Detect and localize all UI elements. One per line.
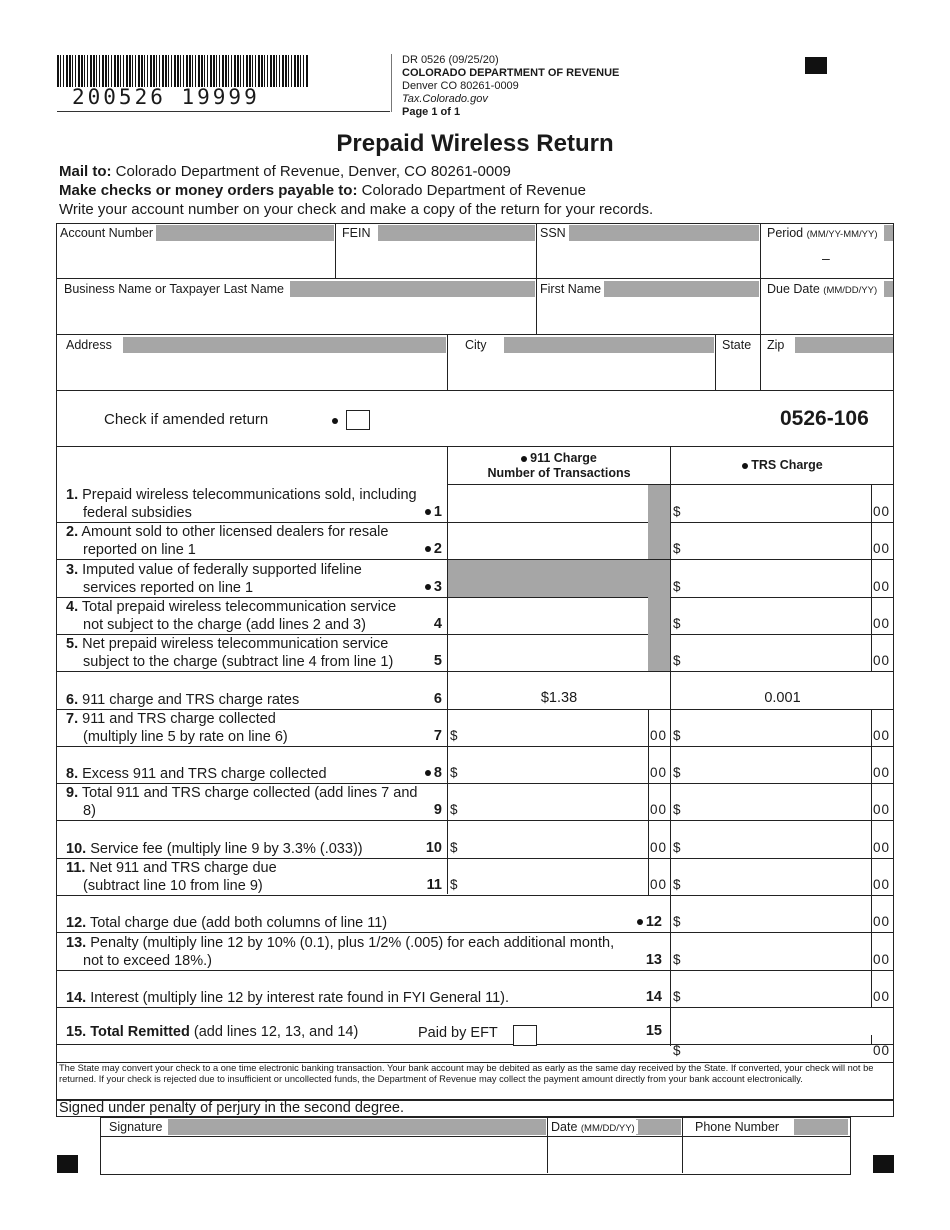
col-divider	[670, 1007, 671, 1044]
line-number: 13.	[66, 935, 87, 951]
dollar-sign: $	[450, 877, 458, 892]
line-4-description	[66, 598, 396, 634]
label-shade	[569, 225, 759, 241]
line-ref-number: 1	[433, 504, 442, 520]
cents-divider	[648, 709, 649, 746]
dollar-sign: $	[673, 653, 681, 668]
line-15-description	[66, 1023, 358, 1041]
col-divider	[760, 334, 761, 391]
line-number: 3.	[66, 562, 79, 578]
city-input[interactable]	[449, 356, 714, 389]
line-ref-number: 13	[645, 952, 662, 968]
line-ref-number: 12	[645, 914, 662, 930]
line-text-a: Net 911 and TRS charge due	[89, 860, 277, 876]
form-id: DR 0526 (09/25/20)	[402, 54, 499, 66]
payable-label: Make checks or money orders payable to:	[59, 182, 358, 199]
line-text-a: Total prepaid wireless telecommunication service	[81, 599, 397, 615]
period-label	[764, 226, 881, 240]
line-8-trs-amount[interactable]	[683, 748, 867, 780]
line-12-trs-amount[interactable]	[683, 897, 867, 929]
line-2-ref	[402, 541, 442, 557]
registration-mark-bottom-right	[873, 1155, 894, 1173]
line-ref-number: 3	[433, 579, 442, 595]
col-trs-header	[671, 458, 894, 472]
cents-value: 00	[873, 840, 891, 855]
dollar-sign: $	[673, 579, 681, 594]
line-8-911-amount[interactable]	[460, 748, 644, 780]
line-11-911-amount[interactable]	[460, 860, 644, 892]
line-number: 5.	[66, 636, 79, 652]
phone-label: Phone Number	[692, 1120, 782, 1134]
row-divider	[56, 1007, 894, 1008]
line-ref-number: 10	[425, 840, 442, 856]
label-shade	[168, 1119, 546, 1135]
line-ref-number: 14	[645, 989, 662, 1005]
line-text-b: Excess 911 and TRS charge collected	[82, 766, 327, 782]
shaded-cell	[648, 485, 670, 559]
page-indicator: Page 1 of 1	[402, 106, 461, 118]
cents-divider	[871, 895, 872, 932]
zip-input[interactable]	[762, 356, 893, 389]
period-label-text: Period	[767, 226, 804, 240]
ssn-label: SSN	[537, 226, 569, 240]
state-input[interactable]	[717, 356, 759, 389]
dollar-sign: $	[673, 989, 681, 1004]
label-shade	[156, 225, 334, 241]
cents-divider	[871, 560, 872, 597]
line-3-description	[66, 561, 362, 597]
cents-value: 00	[873, 616, 891, 631]
line-3-trs-amount[interactable]	[683, 562, 867, 594]
dollar-sign: $	[673, 728, 681, 743]
line-text-b: services reported on line 1	[83, 580, 254, 596]
form-code: 0526-106	[780, 407, 869, 430]
line-11-description	[66, 859, 277, 895]
amended-label: Check if amended return	[104, 411, 269, 428]
date-label-text: Date	[551, 1120, 578, 1134]
barcode-number: 200526 19999	[72, 85, 260, 109]
col-911-subtitle: Number of Transactions	[487, 466, 631, 480]
cents-value: 00	[873, 765, 891, 780]
department-name: COLORADO DEPARTMENT OF REVENUE	[402, 67, 620, 79]
row-divider	[56, 390, 894, 391]
label-shade	[123, 337, 446, 353]
col-divider	[447, 446, 448, 894]
row-divider	[56, 970, 894, 971]
date-label	[548, 1120, 638, 1134]
line-9-911-amount[interactable]	[460, 785, 644, 817]
header-underline	[447, 484, 894, 485]
label-shade	[604, 281, 759, 297]
cents-value: 00	[873, 653, 891, 668]
state-label: State	[719, 338, 754, 352]
due-date-label	[764, 282, 880, 296]
dollar-sign: $	[450, 765, 458, 780]
line-text-b: subject to the charge (subtract line 4 from line 1)	[83, 654, 394, 670]
dollar-sign: $	[673, 802, 681, 817]
barcode	[57, 55, 309, 87]
due-date-format: (MM/DD/YY)	[823, 285, 878, 296]
required-bullet	[637, 919, 643, 925]
required-bullet	[332, 418, 338, 424]
label-shade	[794, 1119, 848, 1135]
required-bullet	[425, 546, 431, 552]
address-input[interactable]	[57, 356, 446, 389]
cents-value: 00	[873, 541, 891, 556]
fine-print: The State may convert your check to a one time electronic banking transaction. Your bank account may be debited as early as the same day received by the State. If converted, your check will not be returned. If your check is rejected due to insufficient or uncollected funds, the Department of Revenue may collect the payment amount directly from your bank account electronically.	[59, 1063, 874, 1084]
line-7-description	[66, 710, 288, 746]
line-text-b: reported on line 1	[83, 542, 196, 558]
date-format: (MM/DD/YY)	[580, 1123, 635, 1134]
line-10-911-amount[interactable]	[460, 823, 644, 855]
line-text-b: Total Remitted	[90, 1024, 190, 1040]
due-date-input[interactable]	[762, 300, 893, 333]
first-name-input[interactable]	[538, 300, 759, 333]
payable-value: Colorado Department of Revenue	[357, 182, 586, 199]
dollar-sign: $	[673, 504, 681, 519]
line-text-b: 911 charge and TRS charge rates	[82, 692, 300, 708]
line-5-description	[66, 635, 393, 671]
cents-divider	[871, 597, 872, 634]
line-number: 1.	[66, 487, 79, 503]
dollar-sign: $	[673, 840, 681, 855]
line-text-a: Net prepaid wireless telecommunication service	[82, 636, 389, 652]
line-text-b: not to exceed 18%.)	[83, 953, 212, 969]
cents-divider	[871, 746, 872, 783]
paid-by-eft-label: Paid by EFT	[418, 1025, 498, 1041]
line-14-ref	[622, 989, 662, 1005]
mail-to-value: Colorado Department of Revenue, Denver, CO 80261-0009	[111, 163, 511, 180]
cents-value: 00	[873, 579, 891, 594]
line-ref-number: 15	[645, 1023, 662, 1039]
line-text-b: Interest (multiply line 12 by interest rate found in FYI General 11).	[90, 990, 510, 1006]
line-number: 7.	[66, 711, 79, 727]
col-divider	[670, 970, 671, 1007]
amended-checkbox[interactable]	[346, 410, 370, 430]
mail-to-label: Mail to:	[59, 163, 112, 180]
line-11-ref	[402, 877, 442, 893]
fein-label: FEIN	[339, 226, 373, 240]
required-bullet	[425, 770, 431, 776]
registration-mark-bottom-left	[57, 1155, 78, 1173]
form-header	[402, 54, 619, 119]
period-dash: –	[822, 250, 830, 266]
account-number-input[interactable]	[57, 244, 334, 277]
line-number: 6.	[66, 692, 79, 708]
line-1-description	[66, 486, 417, 522]
line-7-trs-amount[interactable]	[683, 711, 867, 743]
first-name-label: First Name	[537, 282, 604, 296]
line-7-911-amount[interactable]	[460, 711, 644, 743]
cents-value: 00	[873, 914, 891, 929]
line-12-description	[66, 914, 387, 932]
label-shade	[504, 337, 714, 353]
account-note: Write your account number on your check and make a copy of the return for your records.	[59, 201, 654, 218]
cents-value: 00	[650, 728, 668, 743]
registration-mark-top-right	[805, 57, 827, 74]
cents-divider	[648, 746, 649, 783]
line-8-ref	[402, 765, 442, 781]
line-number: 8.	[66, 766, 79, 782]
cents-divider	[871, 634, 872, 671]
line-4-ref	[402, 616, 442, 632]
line-5-trs-amount[interactable]	[683, 636, 867, 668]
line-13-trs-amount[interactable]	[683, 935, 867, 967]
dollar-sign: $	[673, 616, 681, 631]
cents-value: 00	[873, 877, 891, 892]
cents-value: 00	[650, 802, 668, 817]
line-10-description	[66, 840, 363, 858]
dollar-sign: $	[673, 541, 681, 556]
cents-value: 00	[873, 989, 891, 1004]
rate-trs: 0.001	[764, 690, 801, 706]
mail-to-line	[59, 163, 511, 180]
col-divider	[335, 223, 336, 279]
address-label: Address	[63, 338, 115, 352]
row-divider	[56, 334, 894, 335]
shaded-cell	[648, 597, 670, 671]
phone-input[interactable]	[684, 1138, 848, 1172]
line-number: 11.	[66, 860, 86, 876]
line-8-description	[66, 765, 327, 783]
row-divider	[100, 1136, 850, 1137]
line-13-ref	[622, 952, 662, 968]
line-2-trs-amount[interactable]	[683, 524, 867, 556]
line-number: 4.	[66, 599, 79, 615]
label-shade	[884, 225, 893, 241]
line-12-ref	[622, 914, 662, 930]
signature-label: Signature	[106, 1120, 166, 1134]
line-10-ref	[402, 840, 442, 856]
cents-value: 00	[873, 504, 891, 519]
ssn-input[interactable]	[538, 244, 759, 277]
dollar-sign: $	[673, 765, 681, 780]
line-text-a: 911 and TRS charge collected	[82, 711, 276, 727]
cents-divider	[871, 933, 872, 970]
line-number: 2.	[66, 524, 79, 540]
line-5-ref	[402, 653, 442, 669]
line-15-ref	[622, 1023, 662, 1039]
line-ref-number: 6	[433, 691, 442, 707]
line-1-trs-amount[interactable]	[683, 487, 867, 519]
line-ref-number: 5	[433, 653, 442, 669]
line-11-trs-amount[interactable]	[683, 860, 867, 892]
line-text-b: Total charge due (add both columns of line 11)	[89, 915, 388, 931]
cents-value: 00	[873, 728, 891, 743]
rate-911: $1.38	[540, 690, 578, 706]
line-9-trs-amount[interactable]	[683, 785, 867, 817]
cents-divider	[871, 485, 872, 522]
cents-value: 00	[650, 765, 668, 780]
col-divider	[447, 334, 448, 391]
label-shade	[884, 281, 893, 297]
dollar-sign: $	[673, 877, 681, 892]
label-shade	[290, 281, 535, 297]
period-format: (MM/YY-MM/YY)	[806, 229, 878, 240]
line-5-911-transactions[interactable]	[450, 636, 644, 668]
cents-divider	[871, 709, 872, 746]
line-text-b: (multiply line 5 by rate on line 6)	[83, 729, 288, 745]
zip-label: Zip	[764, 338, 787, 352]
line-1-ref	[402, 504, 442, 520]
line-6-description	[66, 691, 299, 709]
line-text-b: federal subsidies	[83, 505, 192, 521]
line-10-trs-amount[interactable]	[683, 823, 867, 855]
line-text-b: (subtract line 10 from line 9)	[83, 878, 263, 894]
line-ref-number: 2	[433, 541, 442, 557]
barcode-underline	[57, 111, 390, 112]
line-ref-number: 8	[433, 765, 442, 781]
line-1-911-transactions[interactable]	[450, 487, 644, 519]
cents-divider	[871, 858, 872, 895]
city-label: City	[462, 338, 490, 352]
line-6-ref	[402, 691, 442, 707]
row-divider	[56, 932, 894, 933]
cents-divider	[871, 970, 872, 1007]
cents-divider	[871, 821, 872, 858]
line-number: 10.	[66, 841, 87, 857]
cents-divider	[871, 783, 872, 820]
col-divider	[670, 933, 671, 970]
line-4-911-transactions[interactable]	[450, 599, 644, 631]
required-bullet	[425, 584, 431, 590]
line-2-911-transactions[interactable]	[450, 524, 644, 556]
line-15-note: (add lines 12, 13, and 14)	[193, 1024, 359, 1040]
line-text-a: Penalty (multiply line 12 by 10% (0.1), plus 1/2% (.005) for each additional month,	[90, 935, 615, 951]
form-title: Prepaid Wireless Return	[336, 130, 614, 157]
line-ref-number: 9	[433, 802, 442, 818]
required-bullet	[425, 509, 431, 515]
line-number: 15.	[66, 1024, 87, 1040]
cents-value: 00	[650, 840, 668, 855]
line-ref-number: 11	[426, 877, 442, 893]
line-15-trs-amount[interactable]	[683, 1009, 867, 1041]
fein-input[interactable]	[337, 244, 535, 277]
col-divider	[670, 895, 671, 932]
date-input[interactable]	[549, 1138, 681, 1172]
line-ref-number: 4	[433, 616, 442, 632]
line-text-a: Total 911 and TRS charge collected (add lines 7 and	[81, 785, 418, 801]
line-3-ref	[402, 579, 442, 595]
row-divider	[56, 1044, 894, 1045]
due-date-label-text: Due Date	[767, 282, 820, 296]
cents-divider	[648, 783, 649, 820]
row-divider	[56, 820, 894, 821]
cents-divider	[648, 858, 649, 895]
row-divider	[56, 671, 894, 672]
line-number: 9.	[66, 785, 79, 801]
cents-divider	[871, 1035, 872, 1044]
col-911-header	[448, 451, 670, 481]
line-ref-number: 7	[433, 728, 442, 744]
dollar-sign: $	[450, 802, 458, 817]
line-text-a: Prepaid wireless telecommunications sold, including	[82, 487, 417, 503]
line-number: 14.	[66, 990, 87, 1006]
line-9-description	[66, 784, 417, 820]
label-shade	[795, 337, 893, 353]
cents-divider	[648, 821, 649, 858]
col-divider	[760, 223, 761, 335]
row-divider	[56, 895, 894, 896]
line-9-ref	[402, 802, 442, 818]
cents-value: 00	[873, 1043, 891, 1058]
col-divider	[682, 1117, 683, 1173]
paid-by-eft-checkbox[interactable]	[513, 1025, 537, 1046]
required-bullet	[521, 456, 527, 462]
line-text-b: not subject to the charge (add lines 2 and 3)	[83, 617, 366, 633]
cents-divider	[871, 522, 872, 559]
row-divider	[56, 278, 894, 279]
dollar-sign: $	[450, 840, 458, 855]
dollar-sign: $	[673, 914, 681, 929]
cents-value: 00	[873, 952, 891, 967]
shaded-cell-line3	[448, 560, 670, 597]
business-name-label: Business Name or Taxpayer Last Name	[61, 282, 287, 296]
col-911-title: 911 Charge	[530, 451, 597, 465]
signature-input[interactable]	[101, 1138, 546, 1172]
col-trs-title: TRS Charge	[751, 458, 823, 472]
dollar-sign: $	[673, 1043, 681, 1058]
row-divider	[56, 446, 894, 447]
line-4-trs-amount[interactable]	[683, 599, 867, 631]
header-divider	[391, 54, 392, 112]
line-text-a: Imputed value of federally supported lifeline	[82, 562, 362, 578]
row-divider	[56, 746, 894, 747]
account-number-label: Account Number	[57, 226, 156, 240]
perjury-statement: Signed under penalty of perjury in the second degree.	[59, 1100, 405, 1116]
department-city: Denver CO 80261-0009	[402, 80, 519, 92]
required-bullet	[742, 463, 748, 469]
line-14-description	[66, 989, 509, 1007]
line-14-trs-amount[interactable]	[683, 972, 867, 1004]
cents-value: 00	[873, 802, 891, 817]
label-shade	[636, 1119, 681, 1135]
cents-value: 00	[650, 877, 668, 892]
line-13-description	[66, 934, 614, 970]
label-shade	[378, 225, 535, 241]
line-text-a: Amount sold to other licensed dealers for resale	[81, 524, 389, 540]
business-name-input[interactable]	[57, 300, 535, 333]
col-divider	[715, 334, 716, 391]
line-7-ref	[402, 728, 442, 744]
dollar-sign: $	[450, 728, 458, 743]
line-text-b: Service fee (multiply line 9 by 3.3% (.033))	[90, 841, 363, 857]
department-website: Tax.Colorado.gov	[402, 93, 488, 105]
dollar-sign: $	[673, 952, 681, 967]
line-text-b: 8)	[83, 803, 96, 819]
payable-line	[59, 182, 586, 199]
line-2-description	[66, 523, 388, 559]
line-number: 12.	[66, 915, 87, 931]
